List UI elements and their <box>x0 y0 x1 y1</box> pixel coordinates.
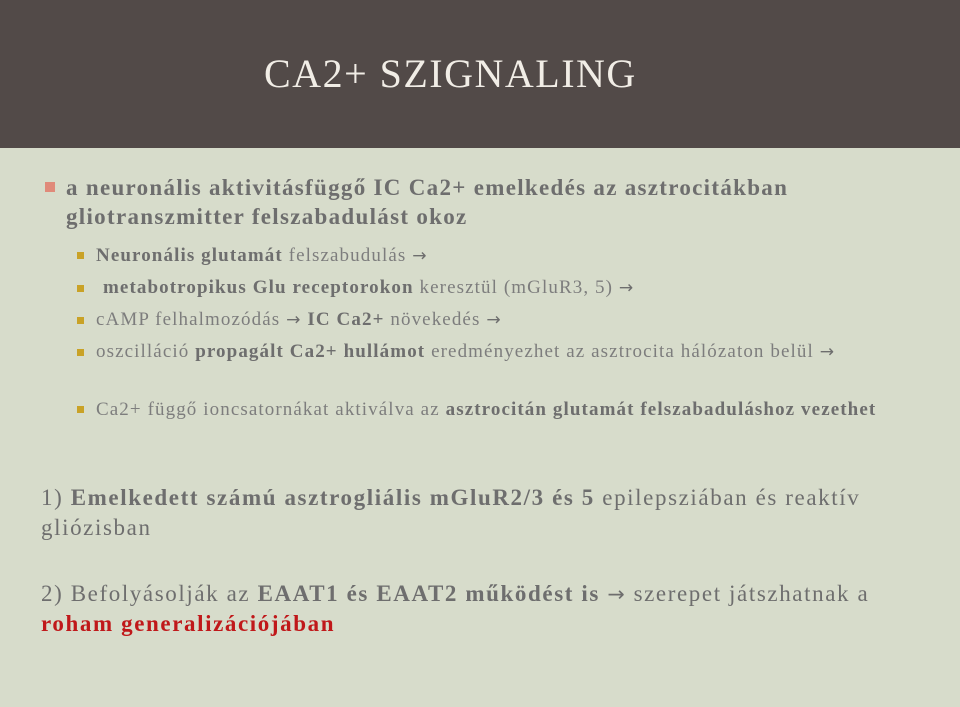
level2-bullet-icon <box>77 285 84 292</box>
arrow-right-icon: → <box>412 246 428 266</box>
level1-text: a neuronális aktivitásfüggő IC Ca2+ emelkedés az asztrocitákban gliotranszmitter felszabadulást okoz <box>66 175 789 229</box>
paragraph-2: 2) Befolyásolják az EAAT1 és EAAT2 működést is → szerepet játszhatnak a roham generalizációjában <box>41 581 870 636</box>
level2-bullet-icon <box>77 252 84 259</box>
level2-item-4: oszcilláció propagált Ca2+ hullámot eredményezhet az asztrocita hálózaton belül → <box>96 341 836 362</box>
level1-bullet-icon <box>45 182 55 192</box>
arrow-right-icon: → <box>618 278 635 298</box>
level2-bullet-icon <box>77 317 84 324</box>
level2-item-5: Ca2+ függő ioncsatornákat aktiválva az asztrocitán glutamát felszabaduláshoz vezethet <box>96 399 877 420</box>
level2-item-3: cAMP felhalmozódás → IC Ca2+ növekedés → <box>96 309 502 330</box>
level2-item-2: metabotropikus Glu receptorokon keresztül (mGluR3, 5) → <box>103 277 635 298</box>
level2-bullet-icon <box>77 349 84 356</box>
title-bar <box>0 0 960 148</box>
highlight-text: roham generalizációjában <box>41 611 336 636</box>
slide-title: CA2+ SZIGNALING <box>264 51 637 96</box>
arrow-right-icon: → <box>286 310 302 330</box>
arrow-right-icon: → <box>486 310 502 330</box>
arrow-right-icon: → <box>819 342 836 362</box>
arrow-right-icon: → <box>607 582 627 606</box>
paragraph-1: 1) Emelkedett számú asztrogliális mGluR2/3 és 5 epilepsziában és reaktív gliózisban <box>41 485 861 540</box>
level2-bullet-icon <box>77 406 84 413</box>
level2-item-1: Neuronális glutamát felszabudulás → <box>96 245 428 266</box>
